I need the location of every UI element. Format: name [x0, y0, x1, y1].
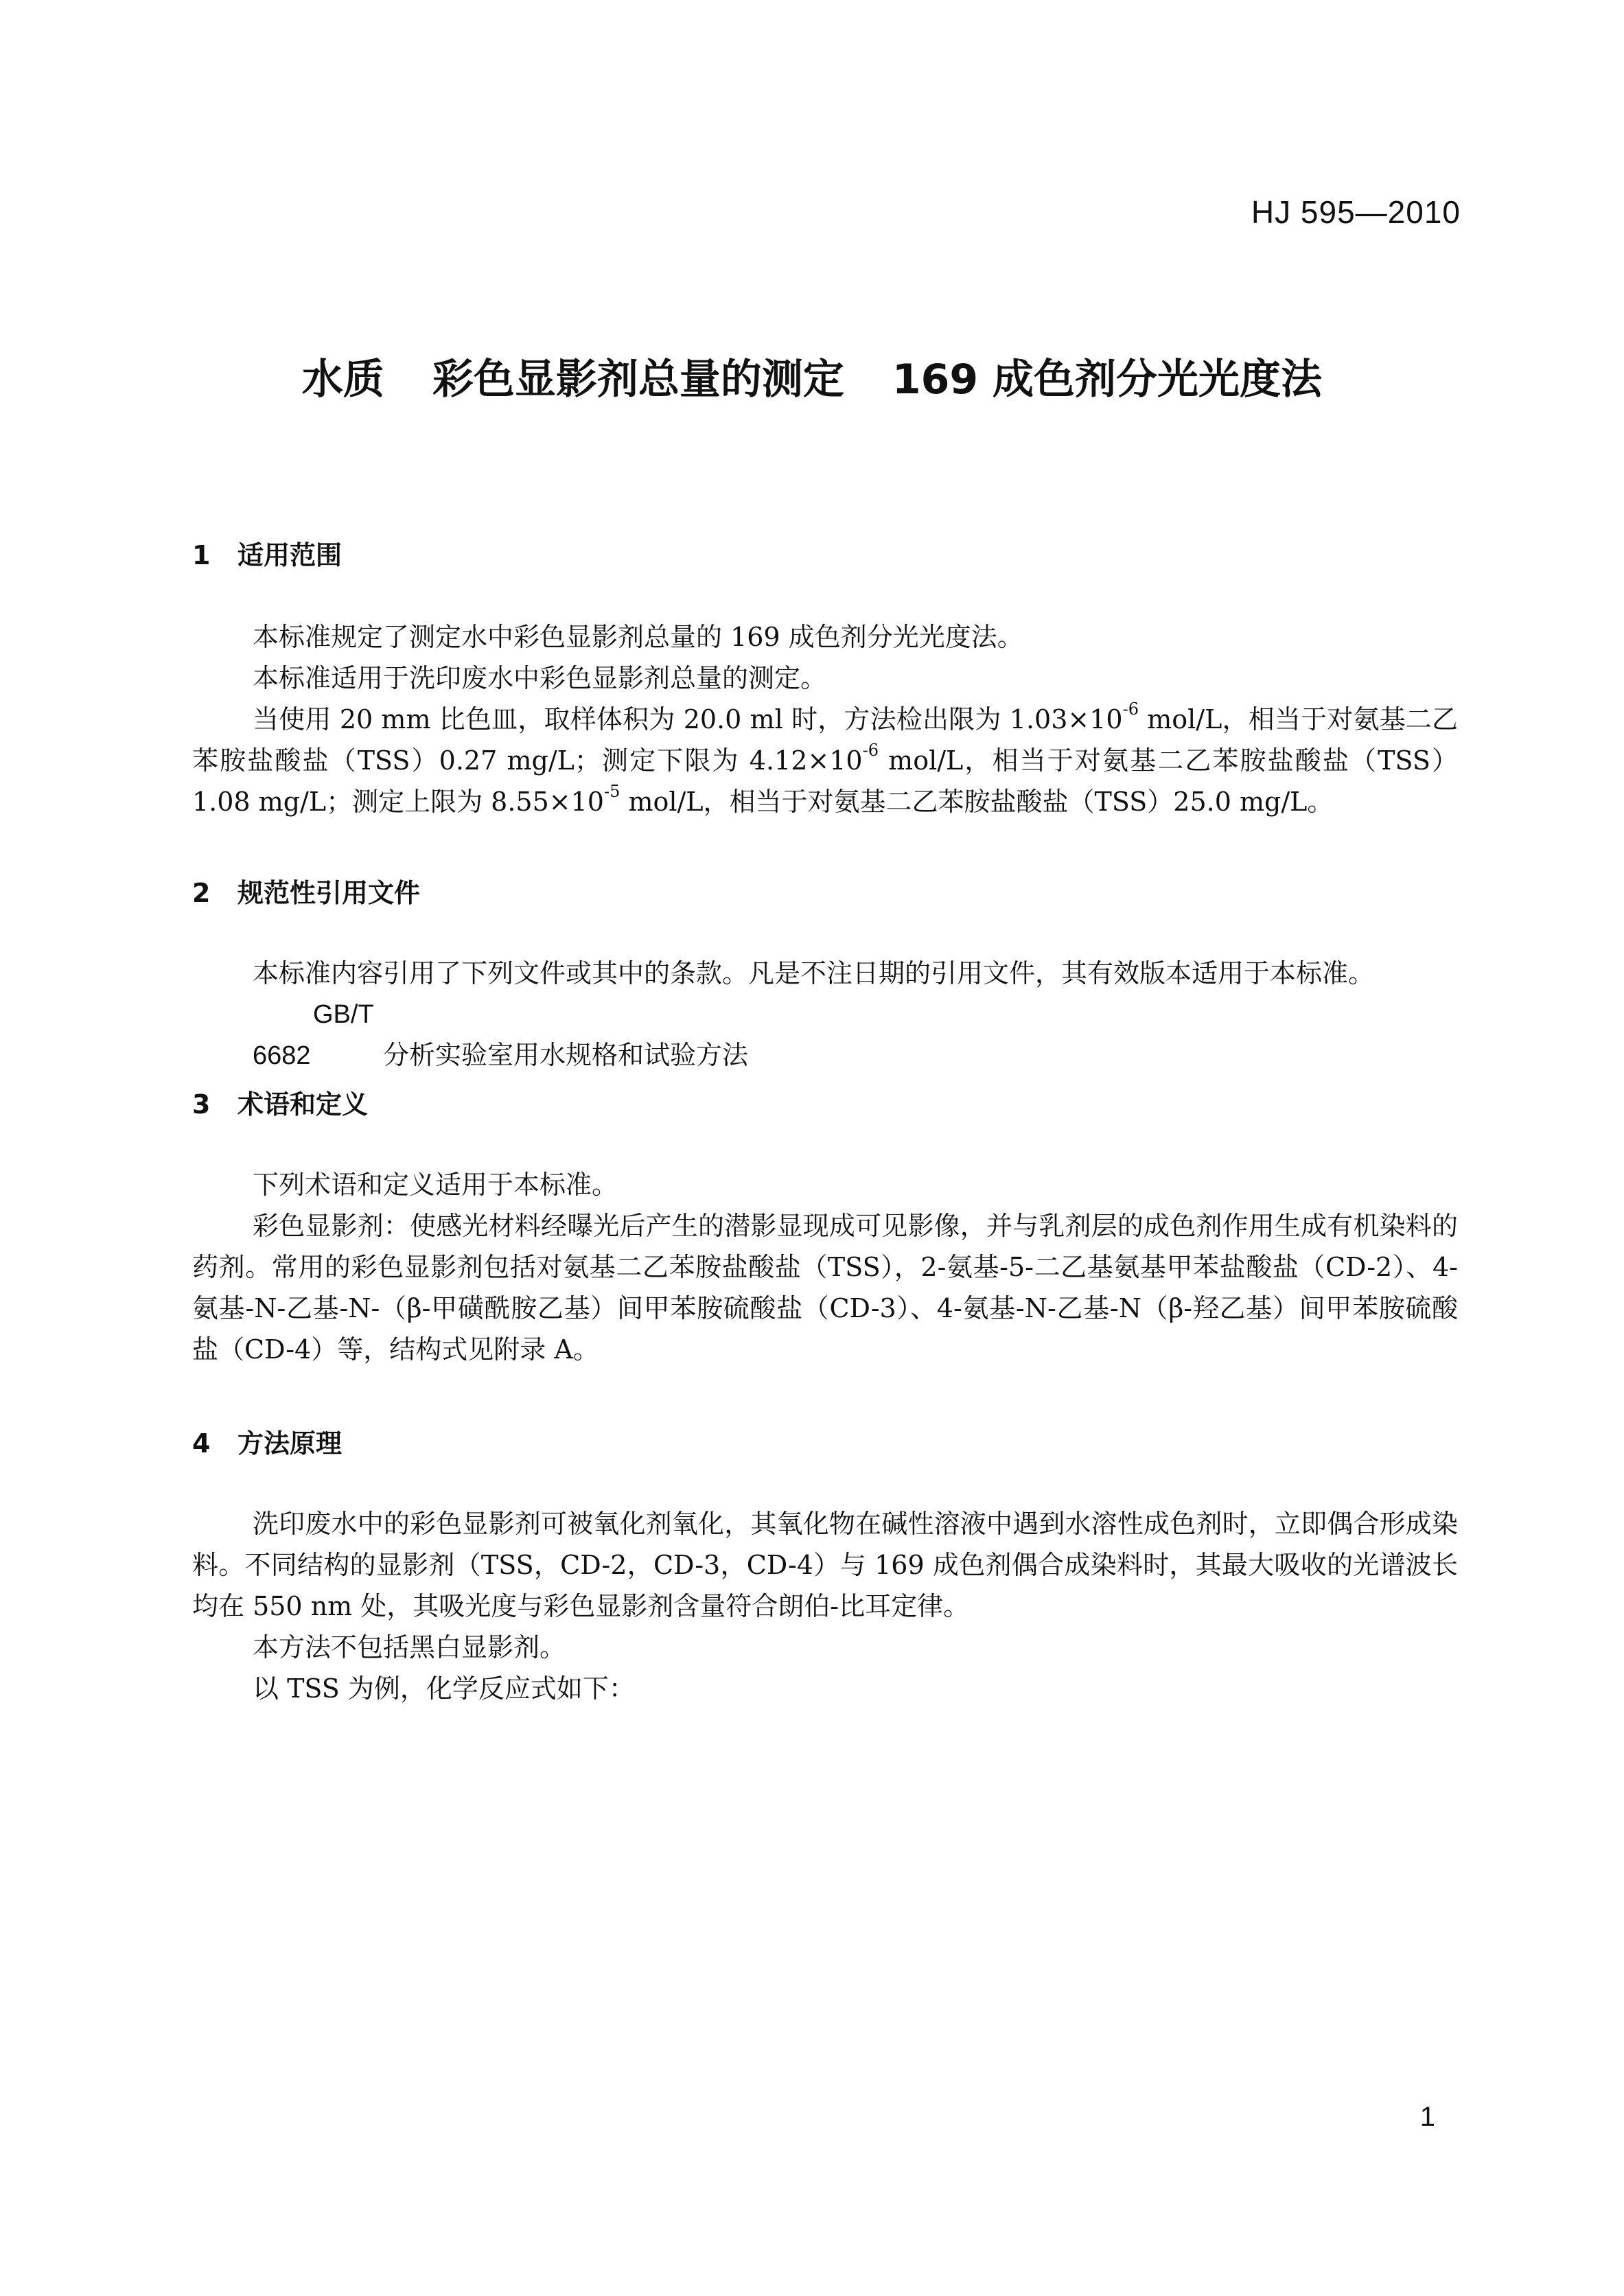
section-number: 3 — [192, 1089, 211, 1120]
reference-code: GB/T 6682 — [253, 1000, 374, 1070]
reference-title: 分析实验室用水规格和试验方法 — [383, 1040, 749, 1070]
section-title: 方法原理 — [237, 1428, 343, 1459]
section-title: 适用范围 — [237, 540, 343, 570]
section-4-heading — [192, 1422, 342, 1460]
section-4-body — [192, 1503, 1458, 1709]
title-part-2: 彩色显影剂总量的测定 — [432, 356, 844, 404]
standard-code: HJ 595—2010 — [1251, 194, 1461, 230]
title-part-1: 水质 — [301, 356, 384, 404]
page-title — [0, 347, 1624, 406]
section-number: 1 — [192, 540, 211, 570]
paragraph: 本方法不包括黑白显影剂。 — [253, 1632, 566, 1662]
section-1-body — [192, 616, 1458, 822]
section-3-body — [192, 1164, 1458, 1370]
section-2-heading — [192, 872, 420, 909]
title-part-3: 169 成色剂分光光度法 — [892, 356, 1323, 404]
section-title: 术语和定义 — [237, 1089, 369, 1120]
section-1-heading — [192, 534, 342, 572]
normative-reference — [192, 994, 1458, 1076]
page-number: 1 — [1419, 2102, 1435, 2132]
section-3-heading — [192, 1083, 368, 1121]
paragraph: 本标准适用于洗印废水中彩色显影剂总量的测定。 — [253, 663, 827, 693]
paragraph: 本标准规定了测定水中彩色显影剂总量的 169 成色剂分光光度法。 — [253, 622, 1023, 652]
section-2-body — [192, 953, 1458, 1076]
paragraph: 以 TSS 为例，化学反应式如下： — [253, 1673, 635, 1704]
paragraph: 下列术语和定义适用于本标准。 — [253, 1170, 618, 1200]
paragraph-detection-limits: 当使用 20 mm 比色皿，取样体积为 20.0 ml 时，方法检出限为 $1.03\times 10^{-6}$ mol/L，相当于对氨基二乙苯胺盐酸盐（TSS）0.27 mg/L；测定下限为 $4.12\times 10^{-6}$ mol/L，相当于对氨基二乙苯胺盐酸盐（TSS）1.08 mg/L；测定上限为 $8.55\times 10^{-5}$ mol/L，相当于对氨基二乙苯胺盐酸盐（TSS）25.0 mg/L。 — [192, 699, 1459, 817]
section-title: 规范性引用文件 — [237, 878, 421, 908]
section-number: 2 — [192, 878, 211, 908]
section-number: 4 — [192, 1428, 211, 1459]
paragraph: 本标准内容引用了下列文件或其中的条款。凡是不注日期的引用文件，其有效版本适用于本标准。 — [253, 958, 1375, 988]
paragraph: 洗印废水中的彩色显影剂可被氧化剂氧化，其氧化物在碱性溶液中遇到水溶性成色剂时，立即偶合形成染料。不同结构的显影剂（TSS，CD-2，CD-3，CD-4）与 169 成色剂偶合成染料时，其最大吸收的光谱波长均在 550 nm 处，其吸光度与彩色显影剂含量符合朗伯-比耳定律。 — [192, 1509, 1458, 1621]
paragraph-definition: 彩色显影剂：使感光材料经曝光后产生的潜影显现成可见影像，并与乳剂层的成色剂作用生成有机染料的药剂。常用的彩色显影剂包括对氨基二乙苯胺盐酸盐（TSS），2-氨基-5-二乙基氨基甲苯盐酸盐（CD-2）、4-氨基-N-乙基-N-（β-甲磺酰胺乙基）间甲苯胺硫酸盐（CD-3）、4-氨基-N-乙基-N（β-羟乙基）间甲苯胺硫酸盐（CD-4）等，结构式见附录 A。 — [192, 1211, 1458, 1365]
